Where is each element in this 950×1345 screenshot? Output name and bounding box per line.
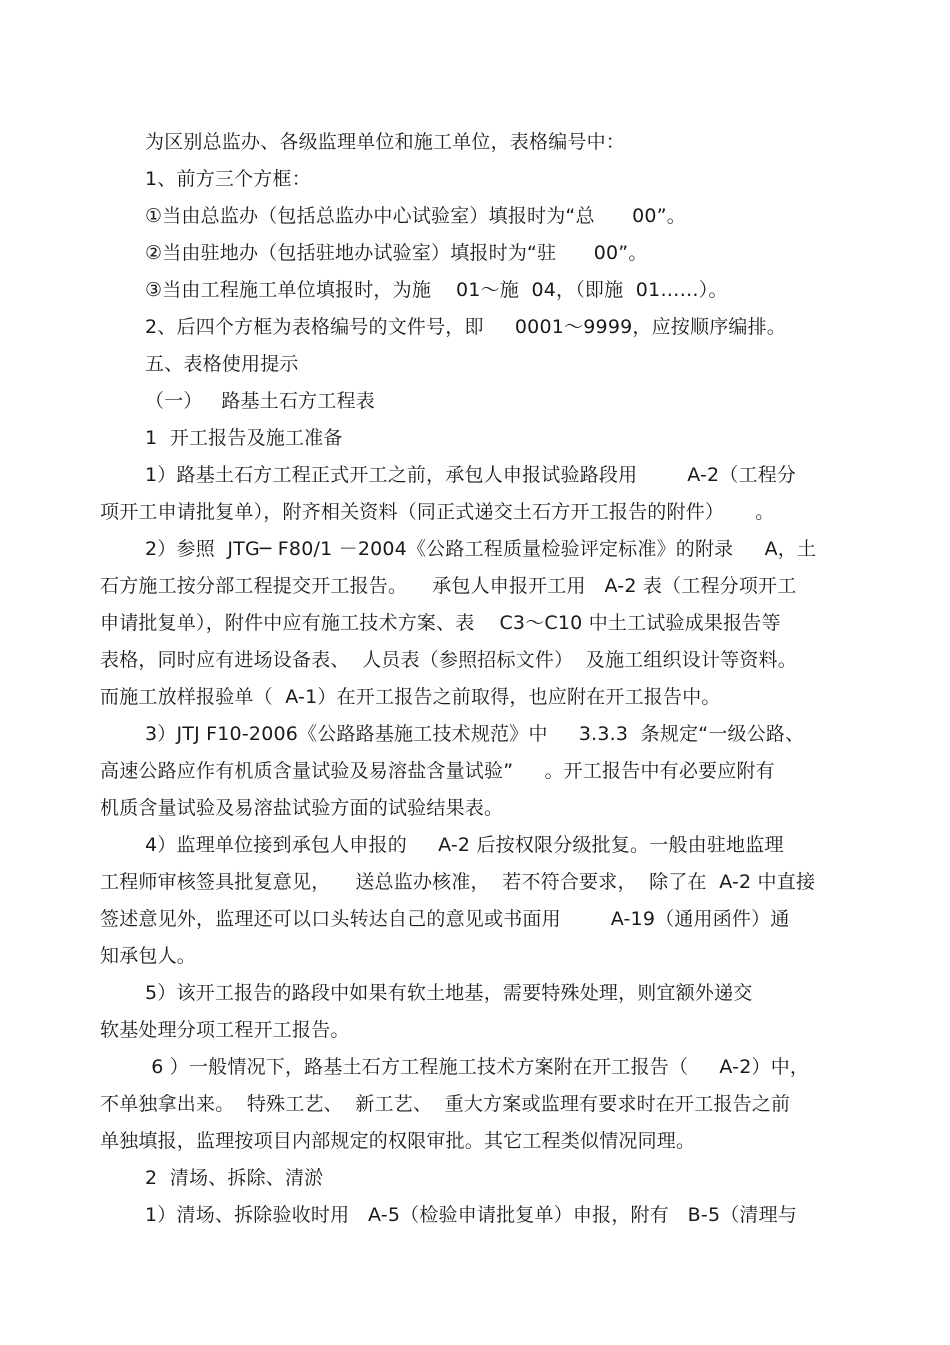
paragraph-line: 1）清场、拆除验收时用 A-5（检验申请批复单）申报，附有 B-5（清理与 bbox=[145, 1204, 798, 1226]
paragraph-line: 6 ）一般情况下，路基土石方工程施工技术方案附在开工报告（ A-2）中， bbox=[145, 1056, 810, 1078]
paragraph-line: 表格，同时应有进场设备表、 人员表（参照招标文件） 及施工组织设计等资料。 bbox=[100, 649, 797, 671]
paragraph-line: 不单独拿出来。 特殊工艺、 新工艺、 重大方案或监理有要求时在开工报告之前 bbox=[100, 1093, 791, 1115]
paragraph-line: 知承包人。 bbox=[100, 945, 197, 967]
paragraph-line: 单独填报，监理按项目内部规定的权限审批。其它工程类似情况同理。 bbox=[100, 1130, 696, 1152]
paragraph-line: 2）参照 JTG─ F80/1 －2004《公路工程质量检验评定标准》的附录 A，土 bbox=[145, 538, 817, 560]
subsection-heading-1: （一） 路基土石方工程表 bbox=[145, 390, 375, 412]
paragraph-line: 项开工申请批复单），附齐相关资料（同正式递交土石方开工报告的附件） 。 bbox=[100, 501, 775, 523]
paragraph-intro: 为区别总监办、各级监理单位和施工单位，表格编号中： bbox=[145, 131, 626, 153]
paragraph-line: 5）该开工报告的路段中如果有软土地基，需要特殊处理，则宜额外递交 bbox=[145, 982, 753, 1004]
paragraph-line: 石方施工按分部工程提交开工报告。 承包人申报开工用 A-2 表（工程分项开工 bbox=[100, 575, 797, 597]
paragraph-line: 高速公路应作有机质含量试验及易溶盐含量试验” 。开工报告中有必要应附有 bbox=[100, 760, 775, 782]
paragraph-line: 机质含量试验及易溶盐试验方面的试验结果表。 bbox=[100, 797, 504, 819]
item-heading-1: 1 开工报告及施工准备 bbox=[145, 427, 343, 449]
paragraph-line: 申请批复单），附件中应有施工技术方案、表 C3～C10 中土工试验成果报告等 bbox=[100, 612, 781, 634]
section-heading-5: 五、表格使用提示 bbox=[145, 353, 299, 375]
item-heading-2: 2 清场、拆除、清淤 bbox=[145, 1167, 324, 1189]
list-heading-back-boxes: 2、后四个方框为表格编号的文件号，即 0001～9999，应按顺序编排。 bbox=[145, 316, 786, 338]
paragraph-line: 1）路基土石方工程正式开工之前，承包人申报试验路段用 A-2（工程分 bbox=[145, 464, 797, 486]
paragraph-line: 而施工放样报验单（ A-1）在开工报告之前取得，也应附在开工报告中。 bbox=[100, 686, 721, 708]
paragraph-line: 软基处理分项工程开工报告。 bbox=[100, 1019, 350, 1041]
list-item-circled-3: ③当由工程施工单位填报时，为施 01～施 04，（即施 01……）。 bbox=[145, 279, 728, 301]
paragraph-line: 工程师审核签具批复意见， 送总监办核准， 若不符合要求， 除了在 A-2 中直接 bbox=[100, 871, 816, 893]
paragraph-line: 3）JTJ F10-2006《公路路基施工技术规范》中 3.3.3 条规定“一级公路、 bbox=[145, 723, 805, 745]
list-item-circled-1: ①当由总监办（包括总监办中心试验室）填报时为“总 00”。 bbox=[145, 205, 686, 227]
paragraph-line: 4）监理单位接到承包人申报的 A-2 后按权限分级批复。一般由驻地监理 bbox=[145, 834, 784, 856]
paragraph-line: 签述意见外，监理还可以口头转达自己的意见或书面用 A-19（通用函件）通 bbox=[100, 908, 790, 930]
list-heading-front-boxes: 1、前方三个方框： bbox=[145, 168, 311, 190]
list-item-circled-2: ②当由驻地办（包括驻地办试验室）填报时为“驻 00”。 bbox=[145, 242, 648, 264]
